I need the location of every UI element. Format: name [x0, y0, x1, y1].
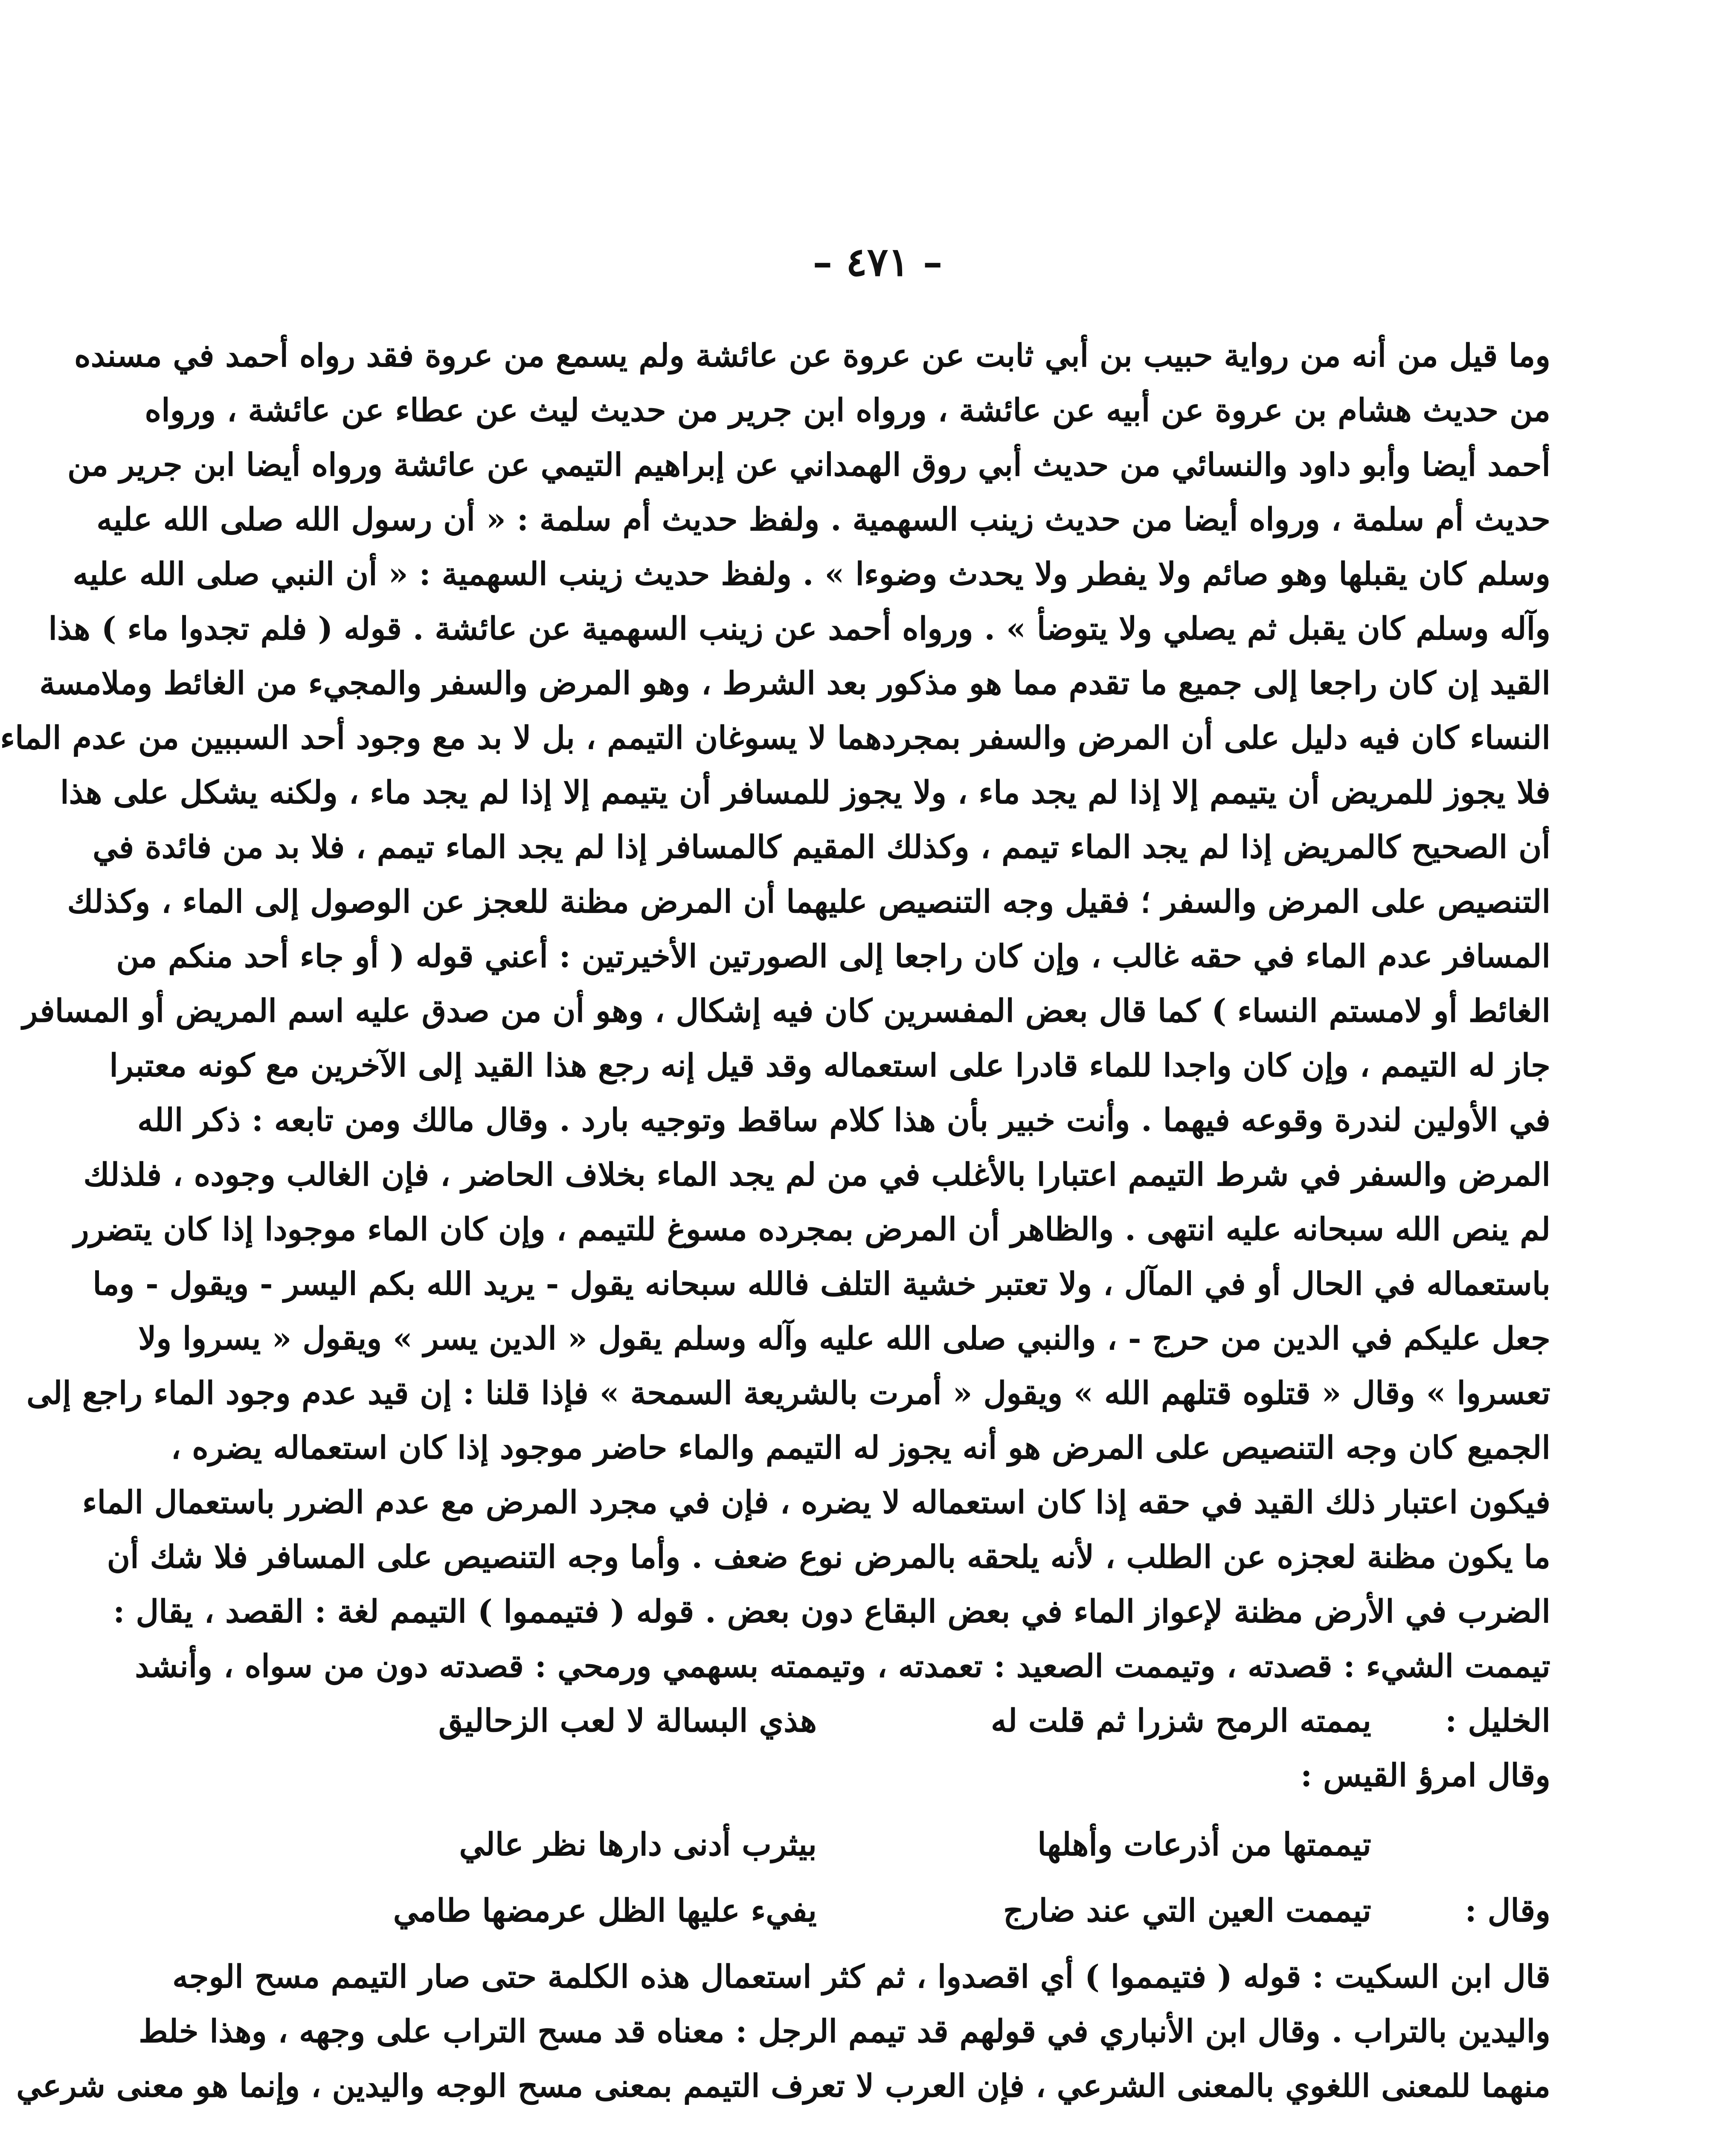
text-line: من حديث هشام بن عروة عن أبيه عن عائشة ، ورواه ابن جرير من حديث ليث عن عطاء عن عائشة ، ورواه [145, 392, 1550, 429]
text-line: أحمد أيضا وأبو داود والنسائي من حديث أبي روق الهمداني عن إبراهيم التيمي عن عائشة ورواه أيضا ابن جرير من [67, 447, 1550, 483]
text-line: تعسروا » وقال « قتلوه قتلهم الله » ويقول « أمرت بالشريعة السمحة » فإذا قلنا : إن قيد عدم وجود الماء راجع إلى [26, 1375, 1550, 1412]
text-line: النساء كان فيه دليل على أن المرض والسفر بمجردهما لا يسوغان التيمم ، بل لا بد مع وجود أحد السببين من عدم الماء [0, 720, 1550, 756]
text-line: القيد إن كان راجعا إلى جميع ما تقدم مما هو مذكور بعد الشرط ، وهو المرض والسفر والمجيء من الغائط وملامسة [39, 665, 1550, 702]
verse-intro: وقال امرؤ القيس : [1300, 1757, 1550, 1794]
text-line: الضرب في الأرض مظنة لإعواز الماء في بعض البقاع دون بعض . قوله ( فتيمموا ) التيمم لغة : القصد ، يقال : [113, 1593, 1550, 1630]
verse-first-hemistich: تيممت العين التي عند ضارج [1003, 1892, 1371, 1929]
text-line: المرض والسفر في شرط التيمم اعتبارا بالأغلب في من لم يجد الماء بخلاف الحاضر ، فإن الغالب وجوده ، فلذلك [83, 1157, 1550, 1193]
text-line: المسافر عدم الماء في حقه غالب ، وإن كان راجعا إلى الصورتين الأخيرتين : أعني قوله ( أو جاء أحد منكم من [116, 938, 1550, 975]
text-line: أن الصحيح كالمريض إذا لم يجد الماء تيمم ، وكذلك المقيم كالمسافر إذا لم يجد الماء تيمم ، فلا بد من فائدة في [93, 829, 1550, 866]
verse-intro: وقال : [1465, 1892, 1550, 1929]
verse-row [215, 1817, 1550, 1872]
text-line: فيكون اعتبار ذلك القيد في حقه إذا كان استعماله لا يضره ، فإن في مجرد المرض مع عدم الضرر باستعمال الماء [82, 1484, 1550, 1521]
verse-row [215, 1694, 1550, 1748]
poetry-block [215, 1694, 1550, 1950]
text-line: التنصيص على المرض والسفر ؛ فقيل وجه التنصيص عليهما أن المرض مظنة للعجز عن الوصول إلى الماء ، وكذلك [67, 883, 1550, 920]
text-line: واليدين بالتراب . وقال ابن الأنباري في قولهم قد تيمم الرجل : معناه قد مسح التراب على وجهه ، وهذا خلط [139, 2013, 1550, 2050]
text-line: باستعماله في الحال أو في المآل ، ولا تعتبر خشية التلف فالله سبحانه يقول - يريد الله بكم اليسر - ويقول - وما [93, 1266, 1550, 1302]
page-number: – ٤٧١ – [813, 239, 943, 285]
verse-intro: الخليل : [1445, 1703, 1550, 1739]
verse-row [215, 1748, 1550, 1803]
text-line: جعل عليكم في الدين من حرج - ، والنبي صلى الله عليه وآله وسلم يقول « الدين يسر » ويقول « يسروا ولا [138, 1320, 1550, 1357]
text-line: لم ينص الله سبحانه عليه انتهى . والظاهر أن المرض بمجرده مسوغ للتيمم ، وإن كان الماء موجودا إذا كان يتضرر [73, 1211, 1550, 1248]
text-line: في الأولين لندرة وقوعه فيهما . وأنت خبير بأن هذا كلام ساقط وتوجيه بارد . وقال مالك ومن تابعه : ذكر الله [137, 1102, 1550, 1139]
text-line: وسلم كان يقبلها وهو صائم ولا يفطر ولا يحدث وضوءا » . ولفظ حديث زينب السهمية : « أن النبي صلى الله عليه [73, 556, 1550, 593]
verse-second-hemistich: هذي البسالة لا لعب الزحاليق [438, 1703, 817, 1739]
text-line: قال ابن السكيت : قوله ( فتيمموا ) أي اقصدوا ، ثم كثر استعمال هذه الكلمة حتى صار التيمم مسح الوجه [172, 1959, 1550, 1995]
text-line: وآله وسلم كان يقبل ثم يصلي ولا يتوضأ » . ورواه أحمد عن زينب السهمية عن عائشة . قوله ( فلم تجدوا ماء ) هذا [48, 610, 1550, 647]
text-line: حديث أم سلمة ، ورواه أيضا من حديث زينب السهمية . ولفظ حديث أم سلمة : « أن رسول الله صلى الله عليه [96, 501, 1550, 538]
text-line: فلا يجوز للمريض أن يتيمم إلا إذا لم يجد ماء ، ولا يجوز للمسافر أن يتيمم إلا إذا لم يجد ماء ، ولكنه يشكل على هذا [60, 774, 1550, 811]
verse-first-hemistich: تيممتها من أذرعات وأهلها [1037, 1826, 1371, 1863]
verse-second-hemistich: بيثرب أدنى دارها نظر عالي [459, 1826, 817, 1863]
text-line: الجميع كان وجه التنصيص على المرض هو أنه يجوز له التيمم والماء حاضر موجود إذا كان استعماله يضره ، [171, 1430, 1550, 1466]
verse-second-hemistich: يفيء عليها الظل عرمضها طامي [393, 1892, 817, 1929]
text-line: الغائط أو لامستم النساء ) كما قال بعض المفسرين كان فيه إشكال ، وهو أن من صدق عليه اسم المريض أو المسافر [22, 993, 1550, 1029]
main-paragraph [0, 328, 1550, 1694]
closing-paragraph [16, 1950, 1550, 2113]
verse-row [215, 1883, 1550, 1938]
text-line: تيممت الشيء : قصدته ، وتيممت الصعيد : تعمدته ، وتيممته بسهمي ورمحي : قصدته دون من سواه ، وأنشد [135, 1648, 1550, 1685]
text-line: منهما للمعنى اللغوي بالمعنى الشرعي ، فإن العرب لا تعرف التيمم بمعنى مسح الوجه واليدين ، وإنما هو معنى شرعي [16, 2068, 1550, 2104]
text-line: وما قيل من أنه من رواية حبيب بن أبي ثابت عن عروة عن عائشة ولم يسمع من عروة فقد رواه أحمد في مسنده [74, 337, 1550, 374]
text-line: ما يكون مظنة لعجزه عن الطلب ، لأنه يلحقه بالمرض نوع ضعف . وأما وجه التنصيص على المسافر فلا شك أن [107, 1539, 1550, 1575]
text-line: جاز له التيمم ، وإن كان واجدا للماء قادرا على استعماله وقد قيل إنه رجع هذا القيد إلى الآخرين مع كونه معتبرا [109, 1047, 1550, 1084]
verse-first-hemistich: يممته الرمح شزرا ثم قلت له [990, 1703, 1371, 1739]
